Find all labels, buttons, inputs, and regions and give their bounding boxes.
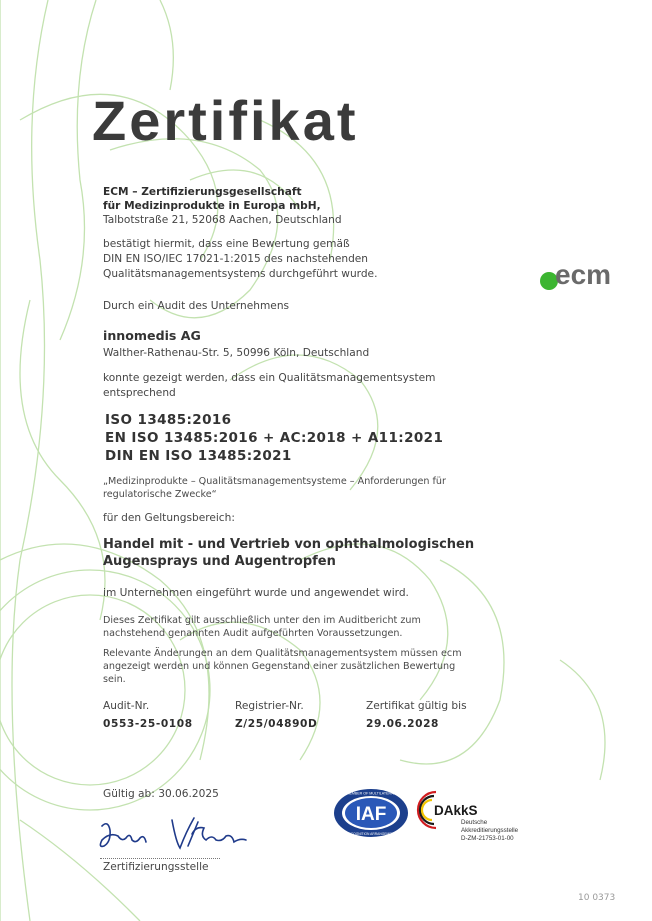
scope-line2: Augensprays und Augentropfen (103, 554, 336, 569)
company-address: Walther-Rathenau-Str. 5, 50996 Köln, Deutschland (103, 347, 370, 359)
register-number-label: Registrier-Nr. (235, 700, 304, 712)
register-number-value: Z/25/04890D (235, 718, 318, 730)
changes-note-line3: sein. (103, 674, 126, 685)
audit-number-label: Audit-Nr. (103, 700, 150, 712)
signature-line (100, 858, 220, 859)
standard-title-line2: regulatorische Zwecke“ (103, 489, 217, 500)
dakks-logo (416, 788, 556, 848)
certificate-title: Zertifikat (92, 89, 359, 152)
shown-line2: entsprechend (103, 387, 176, 399)
iaf-badge (333, 788, 409, 838)
signature (96, 812, 256, 862)
document-code: 10 0373 (578, 893, 616, 903)
shown-line1: konnte gezeigt werden, dass ein Qualitätsmanagementsystem (103, 372, 436, 384)
dakks-line1: Deutsche (461, 819, 488, 826)
audit-intro: Durch ein Audit des Unternehmens (103, 300, 290, 312)
intro-line3: Qualitätsmanagementsystems durchgeführt wurde. (103, 268, 378, 280)
scope-label: für den Geltungsbereich: (103, 512, 235, 524)
iaf-ring-bottom: RECOGNITION ARRANGEMENT (346, 832, 396, 836)
validity-note-line1: Dieses Zertifikat gilt ausschließlich unter den im Auditbericht zum (103, 615, 421, 626)
audit-number-value: 0553-25-0108 (103, 718, 193, 730)
ecm-logo-text: ecm (555, 259, 612, 290)
dakks-line2: Akkreditierungsstelle (461, 827, 519, 834)
applied-statement: im Unternehmen eingeführt wurde und angewendet wird. (103, 587, 409, 599)
standard-1: ISO 13485:2016 (105, 412, 232, 428)
issuer-address: Talbotstraße 21, 52068 Aachen, Deutschland (103, 214, 342, 226)
valid-until-value: 29.06.2028 (366, 718, 440, 730)
issuer-name-line2: für Medizinprodukte in Europa mbH, (103, 200, 321, 212)
ecm-logo (538, 255, 636, 295)
iaf-text: IAF (355, 804, 387, 825)
valid-until-label: Zertifikat gültig bis (366, 700, 467, 712)
validity-note-line2: nachstehend genannten Audit aufgeführten Voraussetzungen. (103, 628, 403, 639)
signature-label: Zertifizierungsstelle (103, 861, 209, 873)
changes-note-line1: Relevante Änderungen an dem Qualitätsmanagementsystem müssen ecm (103, 648, 462, 659)
standard-3: DIN EN ISO 13485:2021 (105, 448, 292, 464)
scope-line1: Handel mit - und Vertrieb von ophthalmologischen (103, 537, 475, 552)
company-name: innomedis AG (103, 328, 201, 343)
changes-note-line2: angezeigt werden und können Gegenstand einer zusätzlichen Bewertung (103, 661, 456, 672)
iaf-ring-top: MEMBER OF MULTILATERAL (346, 791, 396, 796)
intro-line1: bestätigt hiermit, dass eine Bewertung gemäß (103, 238, 350, 250)
valid-from: Gültig ab: 30.06.2025 (103, 788, 219, 800)
standard-title-line1: „Medizinprodukte – Qualitätsmanagementsysteme – Anforderungen für (103, 476, 446, 487)
standard-2: EN ISO 13485:2016 + AC:2018 + A11:2021 (105, 430, 444, 446)
dakks-name: DAkkS (434, 803, 478, 818)
intro-line2: DIN EN ISO/IEC 17021-1:2015 des nachstehenden (103, 253, 369, 265)
issuer-name-line1: ECM – Zertifizierungsgesellschaft (103, 186, 302, 198)
dakks-line3: D-ZM-21753-01-00 (461, 835, 514, 842)
